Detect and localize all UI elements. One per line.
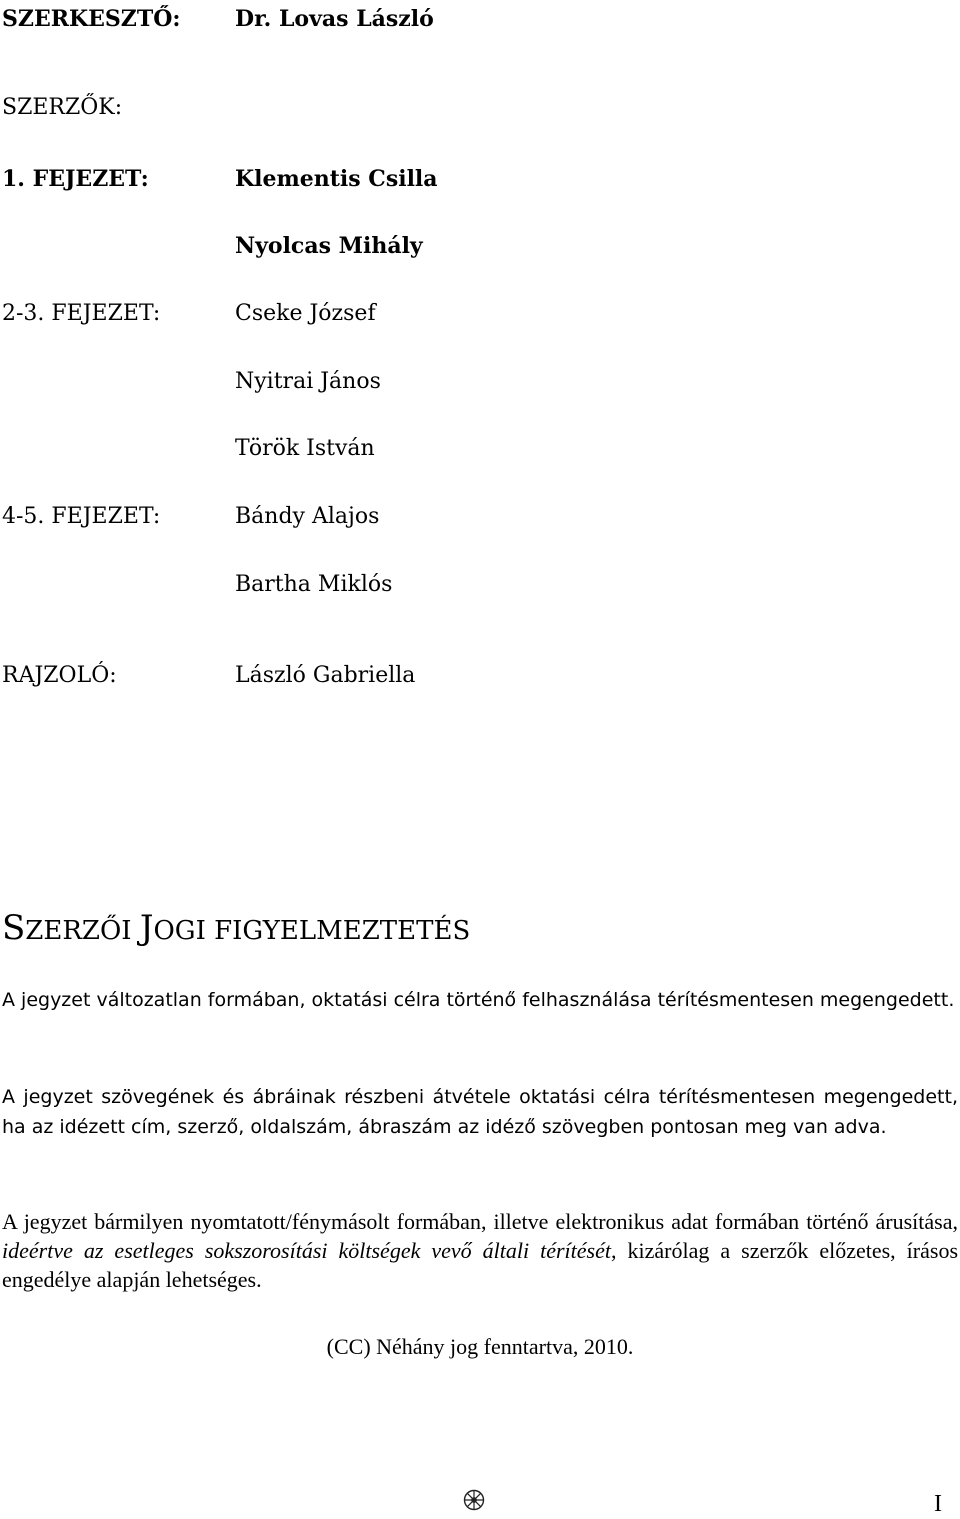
paragraph-3-italic: ideértve az esetleges sokszorosítási költségek vevő általi térítését	[2, 1238, 611, 1263]
chapter2-3-label: 2-3. FEJEZET:	[2, 301, 161, 326]
illustrator-label: RAJZOLÓ:	[2, 663, 117, 688]
chapter1-row	[0, 162, 960, 196]
chapter4-5-row-2	[0, 568, 960, 602]
illustrator-name: László Gabriella	[235, 663, 416, 688]
authors-label: SZERZŐK:	[2, 95, 123, 120]
chapter2-3-row-2	[0, 365, 960, 399]
license-notice: (CC) Néhány jog fenntartva, 2010.	[326, 1334, 634, 1359]
chapter4-5-label: 4-5. FEJEZET:	[2, 504, 161, 529]
page-number: I	[934, 1491, 942, 1517]
copyright-heading	[2, 906, 470, 953]
heading-text-2: OGI FIGYELMEZTETÉS	[153, 916, 471, 946]
chapter4-5-author: Bándy Alajos	[235, 504, 380, 529]
chapter4-5-row	[0, 500, 960, 534]
heading-initial-j: J	[139, 908, 154, 948]
editor-label: SZERKESZTŐ:	[2, 6, 181, 32]
paragraph-3-end: , kizárólag a szerzők előzetes, írásos engedélye alapján lehetséges.	[2, 1238, 959, 1292]
chapter2-3-author: Cseke József	[235, 301, 376, 326]
chapter4-5-author: Bartha Miklós	[235, 572, 393, 597]
chapter2-3-row-3	[0, 432, 960, 466]
editor-name: Dr. Lovas László	[235, 6, 434, 32]
copyright-paragraph-3	[2, 1207, 958, 1294]
copyright-paragraph-2: A jegyzet szövegének és ábráinak részbeni átvétele oktatási célra térítésmentesen megengedett, ha az idézett cím, szerző, oldalszám, ábraszám az idéző szövegben pontosan meg van adva.	[2, 1086, 958, 1138]
chapter2-3-author: Nyitrai János	[235, 369, 381, 394]
chapter2-3-row	[0, 297, 960, 331]
chapter1-row-2	[0, 229, 960, 263]
chapter1-author: Klementis Csilla	[235, 166, 438, 192]
chapter1-label: 1. FEJEZET:	[2, 166, 149, 192]
illustrator-row	[0, 659, 960, 693]
paragraph-3-start: A jegyzet bármilyen nyomtatott/fénymásolt formában, illetve elektronikus adat formában történő árusítása,	[2, 1209, 958, 1234]
editor-row	[0, 2, 960, 36]
chapter1-author: Nyolcas Mihály	[235, 233, 423, 259]
authors-row	[0, 91, 960, 125]
heading-initial-s: S	[2, 908, 26, 948]
copyright-paragraph-1: A jegyzet változatlan formában, oktatási célra történő felhasználása térítésmentesen megengedett.	[2, 989, 955, 1011]
heading-text-1: ZERZŐI	[25, 916, 140, 946]
wheel-ornament-icon	[462, 1488, 486, 1512]
chapter2-3-author: Török István	[235, 436, 375, 461]
